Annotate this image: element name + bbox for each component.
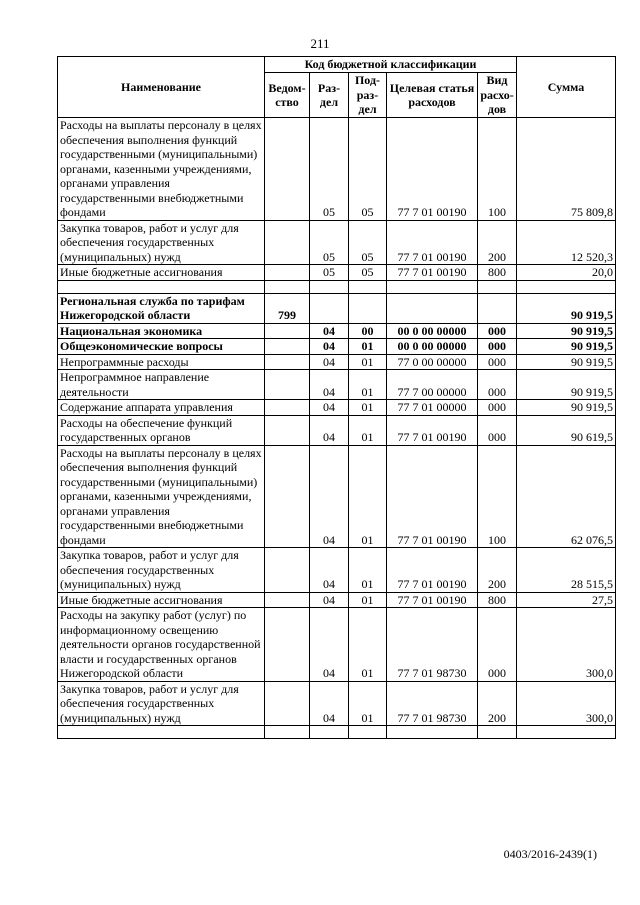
- cell-name: Непрограммные расходы: [58, 354, 265, 370]
- cell-podr: 01: [349, 400, 387, 416]
- cell-name: [58, 726, 265, 739]
- cell-vid: 000: [478, 354, 517, 370]
- cell-name: Расходы на обеспечение функций государственных органов: [58, 415, 265, 445]
- table-body: [58, 118, 616, 739]
- cell-razd: 05: [310, 118, 349, 221]
- cell-sum: 90 919,5: [517, 400, 616, 416]
- cell-vid: 200: [478, 220, 517, 265]
- header-podr: Под-раз-дел: [349, 73, 387, 118]
- cell-vid: 000: [478, 370, 517, 400]
- cell-sum: 12 520,3: [517, 220, 616, 265]
- cell-podr: 01: [349, 415, 387, 445]
- cell-vid: 200: [478, 681, 517, 726]
- cell-razd: 05: [310, 220, 349, 265]
- cell-vid: 800: [478, 265, 517, 281]
- cell-name: Расходы на закупку работ (услуг) по информационному освещению деятельности органов государственной власти и государственных органов Нижегородской области: [58, 608, 265, 682]
- cell-podr: 01: [349, 445, 387, 548]
- cell-cs: 77 7 00 00000: [387, 370, 478, 400]
- cell-podr: 05: [349, 118, 387, 221]
- cell-vid: 200: [478, 548, 517, 593]
- cell-razd: 04: [310, 400, 349, 416]
- cell-cs: 77 7 01 98730: [387, 608, 478, 682]
- cell-name: Содержание аппарата управления: [58, 400, 265, 416]
- cell-name: Расходы на выплаты персоналу в целях обеспечения выполнения функций государственными (муниципальными) органами, казенными учреждениями, органами управления государственными внебюджетными фондами: [58, 118, 265, 221]
- cell-name: Непрограммное направление деятельности: [58, 370, 265, 400]
- cell-sum: 90 919,5: [517, 323, 616, 339]
- cell-sum: 90 919,5: [517, 339, 616, 355]
- budget-table: [57, 56, 616, 739]
- cell-ved: [265, 415, 310, 445]
- cell-cs: 77 7 01 98730: [387, 681, 478, 726]
- cell-name: Иные бюджетные ассигнования: [58, 592, 265, 608]
- cell-cs: [387, 280, 478, 293]
- cell-razd: [310, 280, 349, 293]
- cell-podr: 01: [349, 370, 387, 400]
- cell-cs: 77 7 01 00190: [387, 265, 478, 281]
- cell-name: Региональная служба по тарифам Нижегородской области: [58, 293, 265, 323]
- cell-podr: 00: [349, 323, 387, 339]
- cell-name: Закупка товаров, работ и услуг для обеспечения государственных (муниципальных) нужд: [58, 681, 265, 726]
- table-row: [58, 445, 616, 548]
- header-ved: Ведом-ство: [265, 73, 310, 118]
- spacer-row: [58, 280, 616, 293]
- cell-sum: 20,0: [517, 265, 616, 281]
- table-row: [58, 370, 616, 400]
- table-row: [58, 400, 616, 416]
- cell-cs: [387, 726, 478, 739]
- cell-cs: 77 7 01 00190: [387, 220, 478, 265]
- cell-sum: 300,0: [517, 608, 616, 682]
- cell-podr: 01: [349, 339, 387, 355]
- cell-ved: [265, 400, 310, 416]
- cell-cs: 00 0 00 00000: [387, 323, 478, 339]
- cell-vid: 800: [478, 592, 517, 608]
- header-group: Код бюджетной классификации: [265, 57, 517, 73]
- cell-vid: 000: [478, 339, 517, 355]
- cell-podr: 01: [349, 608, 387, 682]
- cell-ved: [265, 592, 310, 608]
- cell-vid: 000: [478, 608, 517, 682]
- table-row: [58, 323, 616, 339]
- cell-vid: 000: [478, 323, 517, 339]
- cell-razd: 04: [310, 681, 349, 726]
- cell-sum: [517, 726, 616, 739]
- cell-vid: [478, 280, 517, 293]
- cell-sum: 90 619,5: [517, 415, 616, 445]
- cell-name: Закупка товаров, работ и услуг для обеспечения государственных (муниципальных) нужд: [58, 220, 265, 265]
- cell-ved: [265, 681, 310, 726]
- cell-razd: 04: [310, 415, 349, 445]
- cell-sum: 300,0: [517, 681, 616, 726]
- cell-sum: 90 919,5: [517, 354, 616, 370]
- cell-ved: [265, 608, 310, 682]
- header-sum: Сумма: [517, 57, 616, 118]
- cell-vid: 100: [478, 118, 517, 221]
- document-code: 0403/2016-2439(1): [503, 847, 597, 861]
- cell-cs: 00 0 00 00000: [387, 339, 478, 355]
- cell-razd: 04: [310, 354, 349, 370]
- cell-ved: [265, 354, 310, 370]
- cell-sum: 28 515,5: [517, 548, 616, 593]
- table-row: [58, 681, 616, 726]
- table-row: [58, 118, 616, 221]
- cell-vid: [478, 293, 517, 323]
- cell-ved: [265, 726, 310, 739]
- cell-sum: [517, 280, 616, 293]
- cell-ved: [265, 445, 310, 548]
- cell-ved: [265, 339, 310, 355]
- cell-sum: 90 919,5: [517, 293, 616, 323]
- table-row: [58, 592, 616, 608]
- cell-razd: 05: [310, 265, 349, 281]
- cell-sum: 75 809,8: [517, 118, 616, 221]
- cell-vid: 100: [478, 445, 517, 548]
- cell-name: Национальная экономика: [58, 323, 265, 339]
- table-row: [58, 548, 616, 593]
- table-row: [58, 415, 616, 445]
- cell-cs: 77 7 01 00190: [387, 592, 478, 608]
- cell-cs: 77 0 00 00000: [387, 354, 478, 370]
- table-row: [58, 265, 616, 281]
- cell-cs: 77 7 01 00190: [387, 445, 478, 548]
- cell-podr: 01: [349, 592, 387, 608]
- cell-podr: 01: [349, 681, 387, 726]
- cell-razd: 04: [310, 370, 349, 400]
- cell-cs: 77 7 01 00190: [387, 118, 478, 221]
- header-cs: Целевая статья расходов: [387, 73, 478, 118]
- cell-razd: 04: [310, 548, 349, 593]
- cell-ved: [265, 323, 310, 339]
- header-name: Наименование: [58, 57, 265, 118]
- table-row: [58, 220, 616, 265]
- cell-ved: [265, 265, 310, 281]
- table-row: [58, 293, 616, 323]
- cell-name: Иные бюджетные ассигнования: [58, 265, 265, 281]
- cell-razd: [310, 293, 349, 323]
- header-vid: Вид расхо-дов: [478, 73, 517, 118]
- cell-razd: 04: [310, 608, 349, 682]
- table-row: [58, 339, 616, 355]
- cell-ved: [265, 370, 310, 400]
- cell-podr: 05: [349, 265, 387, 281]
- cell-podr: [349, 293, 387, 323]
- cell-podr: 01: [349, 354, 387, 370]
- cell-cs: 77 7 01 00190: [387, 548, 478, 593]
- cell-sum: 62 076,5: [517, 445, 616, 548]
- cell-ved: 799: [265, 293, 310, 323]
- header-razd: Раз-дел: [310, 73, 349, 118]
- cell-podr: [349, 726, 387, 739]
- cell-cs: 77 7 01 00000: [387, 400, 478, 416]
- cell-vid: 000: [478, 415, 517, 445]
- cell-ved: [265, 548, 310, 593]
- table-row: [58, 608, 616, 682]
- cell-podr: 01: [349, 548, 387, 593]
- cell-vid: 000: [478, 400, 517, 416]
- cell-name: [58, 280, 265, 293]
- cell-cs: 77 7 01 00190: [387, 415, 478, 445]
- cell-name: Закупка товаров, работ и услуг для обеспечения государственных (муниципальных) нужд: [58, 548, 265, 593]
- cell-podr: [349, 280, 387, 293]
- cell-ved: [265, 118, 310, 221]
- cell-ved: [265, 280, 310, 293]
- cell-name: Общеэкономические вопросы: [58, 339, 265, 355]
- cell-razd: 04: [310, 323, 349, 339]
- page-number: 211: [310, 36, 330, 51]
- cell-podr: 05: [349, 220, 387, 265]
- cell-sum: 27,5: [517, 592, 616, 608]
- spacer-row: [58, 726, 616, 739]
- table-row: [58, 354, 616, 370]
- cell-ved: [265, 220, 310, 265]
- cell-razd: 04: [310, 445, 349, 548]
- cell-razd: 04: [310, 339, 349, 355]
- cell-name: Расходы на выплаты персоналу в целях обеспечения выполнения функций государственными (муниципальными) органами, казенными учреждениями, органами управления государственными внебюджетными фондами: [58, 445, 265, 548]
- cell-cs: [387, 293, 478, 323]
- cell-sum: 90 919,5: [517, 370, 616, 400]
- cell-razd: 04: [310, 592, 349, 608]
- cell-razd: [310, 726, 349, 739]
- cell-vid: [478, 726, 517, 739]
